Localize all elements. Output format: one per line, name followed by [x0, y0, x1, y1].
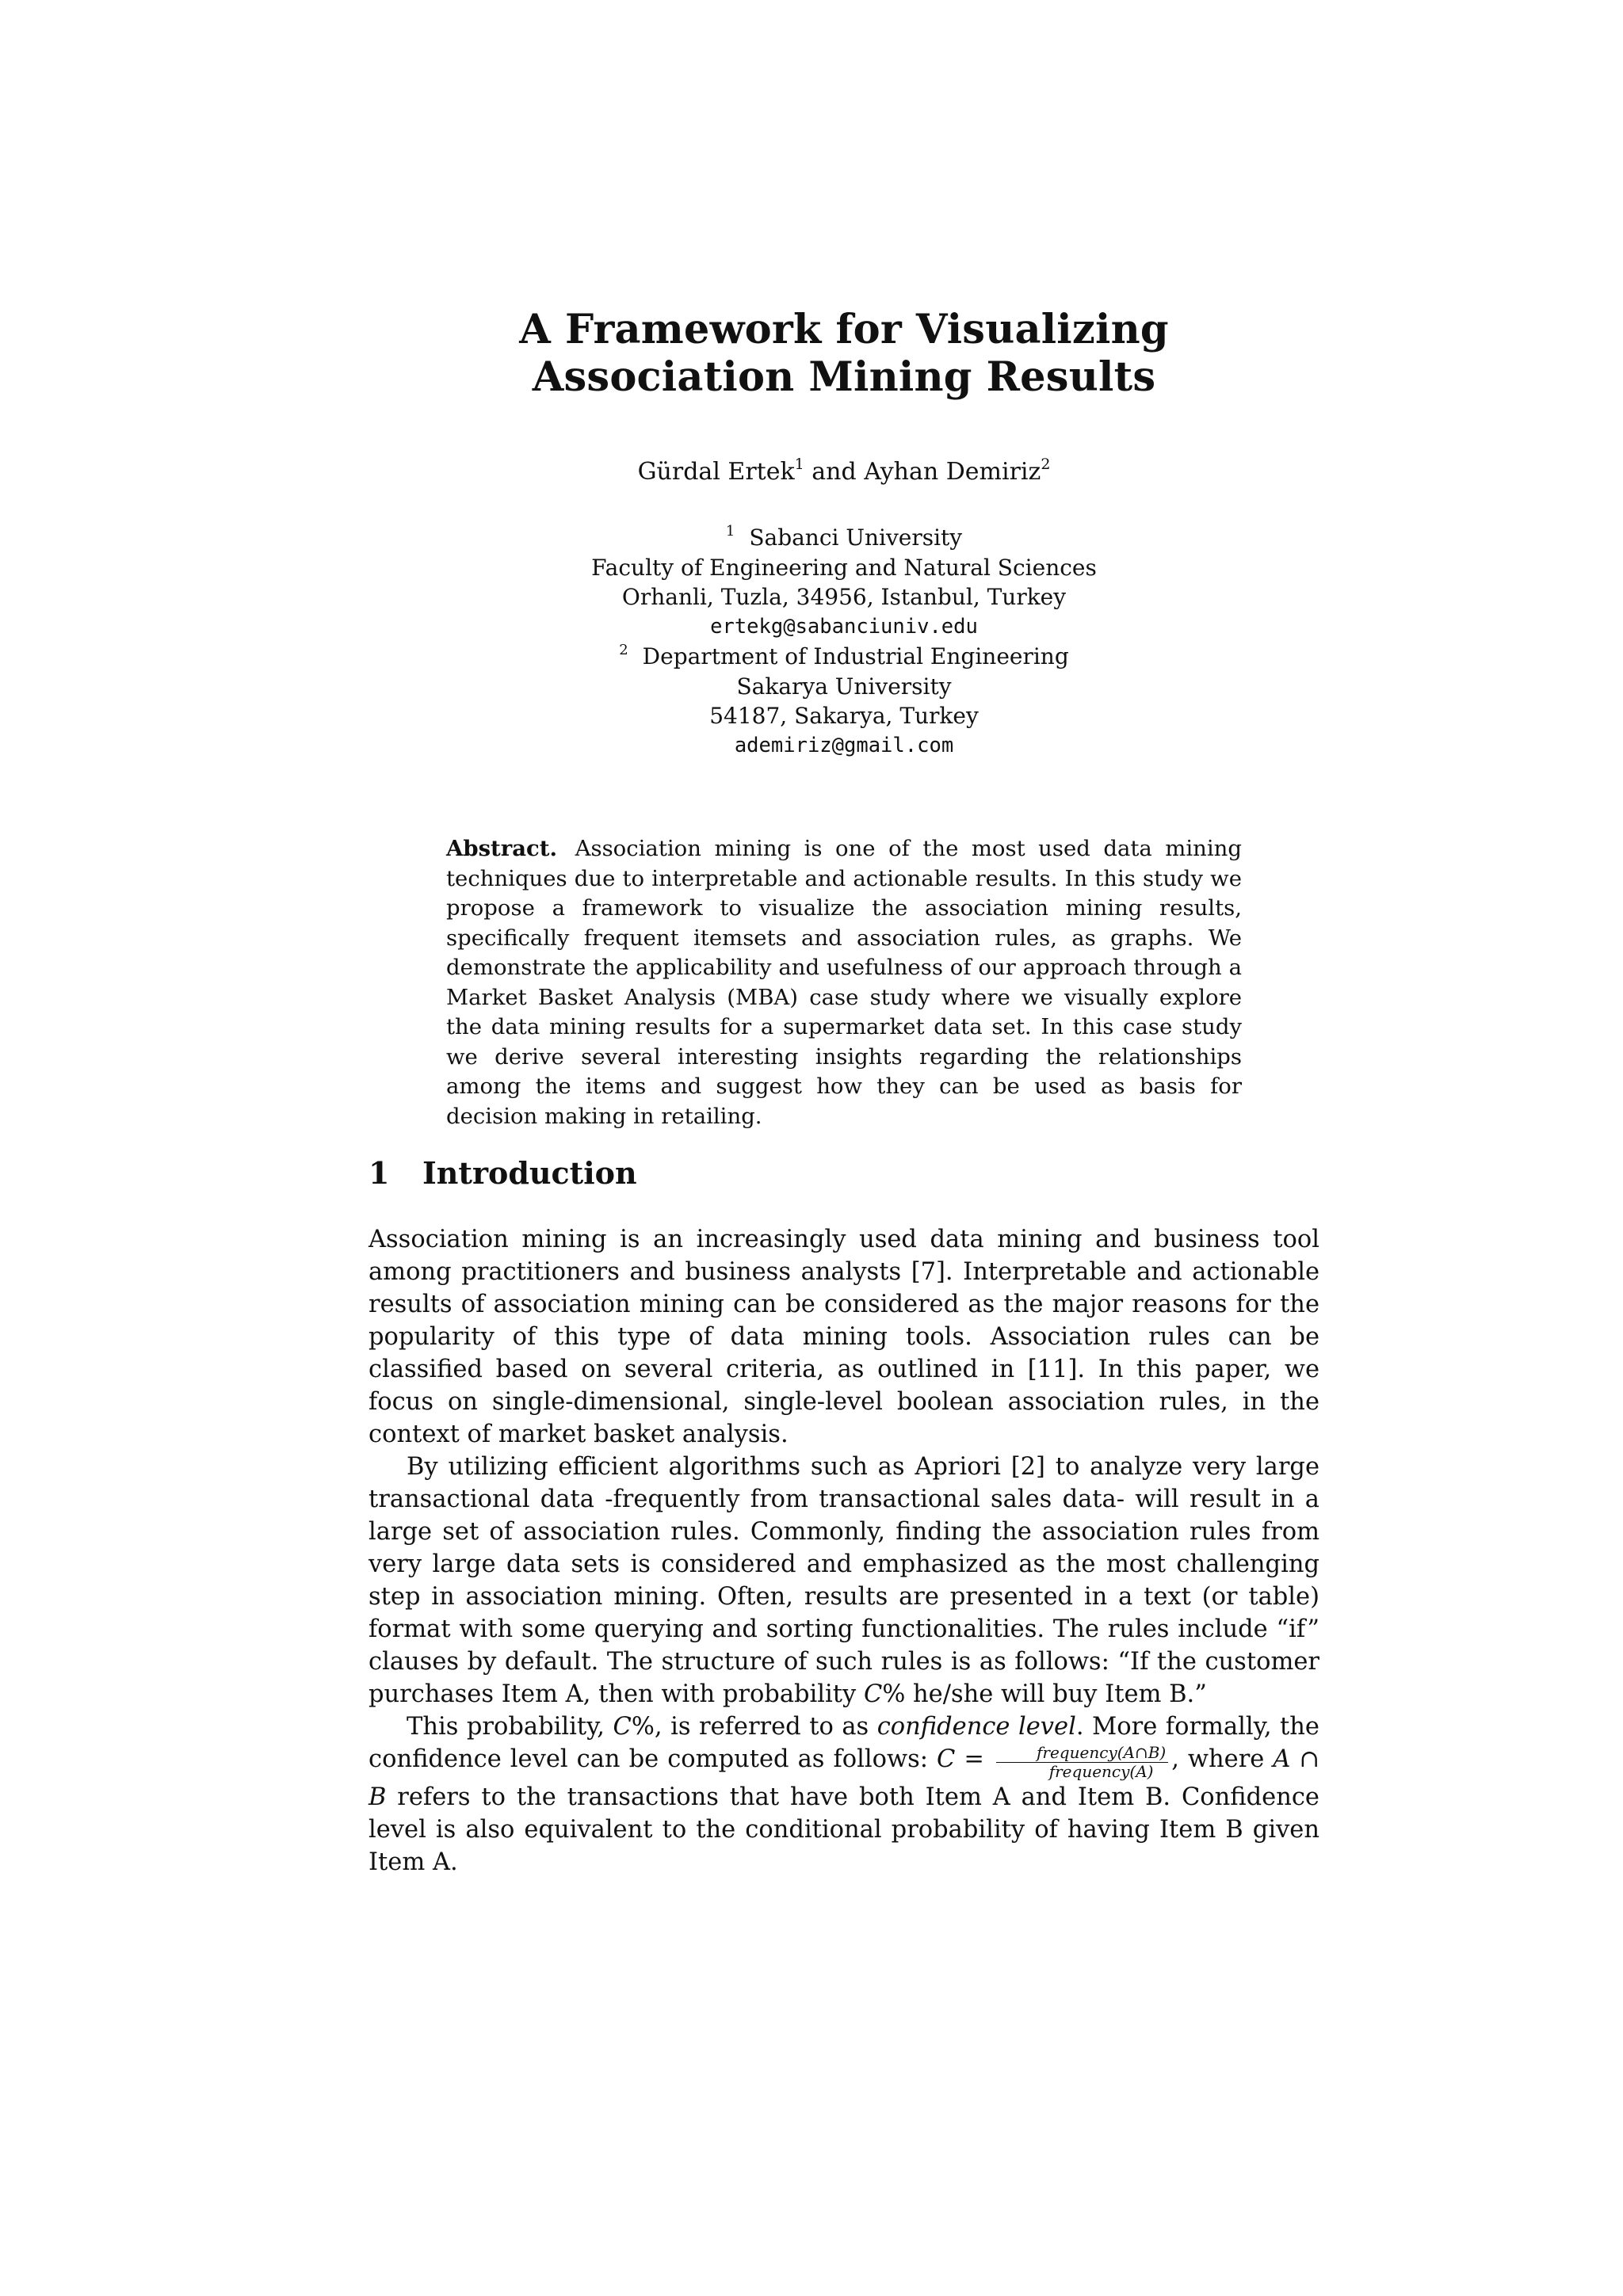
author-connector: and: [812, 458, 857, 486]
affiliation-text: Department of Industrial Engineering: [642, 643, 1069, 669]
section-title: Introduction: [422, 1155, 637, 1191]
author-name: Gürdal Ertek: [637, 458, 795, 486]
affiliation-mark: 1: [794, 456, 804, 473]
title-line-2: Association Mining Results: [532, 353, 1156, 401]
formula-lhs: C =: [937, 1745, 993, 1773]
affiliation-text: Sabanci University: [749, 524, 963, 551]
abstract-label: Abstract.: [446, 836, 558, 861]
section-number: 1: [369, 1155, 390, 1191]
paragraph-text: refers to the transactions that have both Item A and Item B. Confidence level is also equivalent to the conditional probability of having Item B given Item A.: [369, 1783, 1319, 1876]
paragraph-text: By utilizing efficient algorithms such as Apriori [2] to analyze very large transactional data -frequently from transactional sales data- will result in a large set of association rules. Commonly, finding the association rules from very large data sets is considered and emphasized as the most challenging step in association mining. Often, results are presented in a text (or table) format with some querying and sorting functionalities. The rules include “if” clauses by default. The structure of such rules is as follows: “If the customer purchases Item A, then with probability: [369, 1453, 1319, 1708]
paragraph-text: , where: [1171, 1745, 1274, 1773]
affiliation-line: Orhanli, Tuzla, 34956, Istanbul, Turkey: [621, 584, 1067, 610]
author-name: Ayhan Demiriz: [864, 458, 1041, 486]
affiliation-line: Sakarya University: [736, 673, 952, 700]
paragraph: Association mining is an increasingly used data mining and business tool among practitioners and business analysts [7]. Interpretable and actionable results of association mining can be considered as the major reasons for the popularity of this type of data mining tools. Association rules can be classified based on several criteria, as outlined in [11]. In this paper, we focus on single-dimensional, single-level boolean association rules, in the context of market basket analysis.: [369, 1226, 1319, 1448]
paragraph: [369, 1451, 1319, 1711]
author-list: [0, 456, 1623, 488]
paragraph-text: %, is referred to as: [631, 1713, 877, 1741]
abstract: [446, 834, 1242, 1131]
paper-title: [0, 306, 1623, 401]
paragraph-text: % he/she will buy Item B.”: [882, 1680, 1207, 1708]
affiliation-mark: 2: [619, 642, 628, 658]
author-email: ertekg@sabanciuniv.edu: [710, 614, 978, 639]
confidence-formula-fraction: [996, 1744, 1168, 1781]
affiliation-mark: 2: [1041, 456, 1051, 473]
math-variable: C: [863, 1680, 883, 1708]
paragraph: [369, 1711, 1319, 1878]
math-variable: C: [613, 1713, 632, 1741]
section-heading: [369, 1154, 637, 1192]
paragraph-text: This probability,: [407, 1713, 613, 1741]
math-expression: A ∩ B: [369, 1745, 1319, 1811]
affiliation-line: [0, 523, 1623, 553]
fraction-numerator: frequency(A∩B): [996, 1744, 1168, 1763]
author-email: ademiriz@gmail.com: [734, 733, 954, 757]
affiliation-line: 54187, Sakarya, Turkey: [709, 703, 979, 729]
emphasized-term: confidence level: [876, 1713, 1076, 1741]
affiliation-line: Faculty of Engineering and Natural Sciences: [591, 554, 1097, 581]
title-line-1: A Framework for Visualizing: [519, 306, 1169, 353]
paragraph-text: . More formally, the confidence level can be computed as follows:: [369, 1713, 1319, 1773]
abstract-text: Association mining is one of the most used data mining techniques due to interpretable and actionable results. In this study we propose a framework to visualize the association mining results, specifically frequent itemsets and association rules, as graphs. We demonstrate the applicability and usefulness of our approach through a Market Basket Analysis (MBA) case study where we visually explore the data mining results for a supermarket data set. In this case study we derive several interesting insights regarding the relationships among the items and suggest how they can be used as basis for decision making in retailing.: [446, 836, 1242, 1129]
section-body: [369, 1223, 1319, 1878]
affiliations: [0, 523, 1623, 761]
affiliation-mark: 1: [725, 523, 735, 540]
fraction-denominator: frequency(A): [1048, 1762, 1154, 1781]
affiliation-line: [0, 642, 1623, 672]
